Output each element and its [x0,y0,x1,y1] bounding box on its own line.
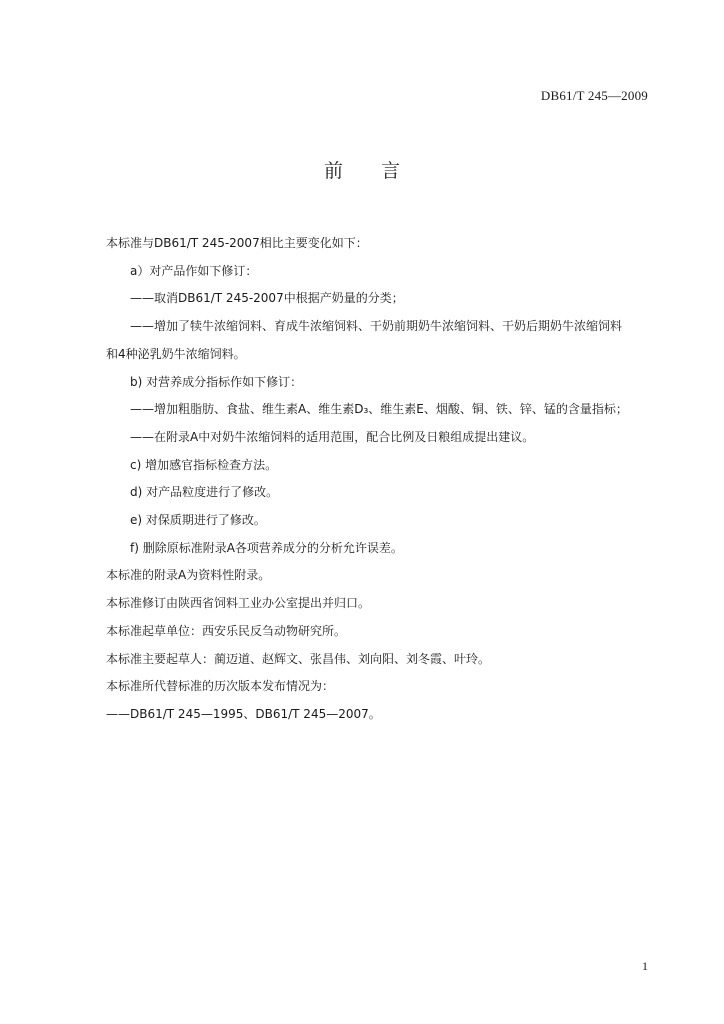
proposer-note: 本标准修订由陕西省饲料工业办公室提出并归口。 [106,596,371,611]
appendix-note: 本标准的附录A为资料性附录。 [106,568,271,583]
item-a-sub-2: ——增加了犊牛浓缩饲料、育成牛浓缩饲料、干奶前期奶牛浓缩饲料、干奶后期奶牛浓缩饲料 [130,319,623,334]
document-body [106,230,648,729]
drafting-unit: 本标准起草单位：西安乐民反刍动物研究所。 [106,623,347,638]
page-title: 前言 [323,160,438,182]
item-b-sub-1: ——增加粗脂肪、食盐、维生素A、维生素D₃、维生素E、烟酸、铜、铁、锌、锰的含量指标； [130,402,628,417]
intro-line: 本标准与DB61/T 245-2007相比主要变化如下： [106,236,368,250]
item-a-sub-2-continued: 和4种泌乳奶牛浓缩饲料。 [106,346,246,361]
item-f: f) 删除原标准附录A各项营养成分的分析允许误差。 [130,540,403,555]
item-d: d) 对产品粒度进行了修改。 [130,485,279,500]
standard-code: DB61/T 245—2009 [540,88,648,103]
item-a: a）对产品作如下修订： [130,263,258,278]
page-number: 1 [642,959,648,973]
history-heading: 本标准所代替标准的历次版本发布情况为： [106,679,335,694]
item-b-sub-2: ——在附录A中对奶牛浓缩饲料的适用范围，配合比例及日粮组成提出建议。 [130,429,535,444]
item-e: e) 对保质期进行了修改。 [130,513,266,528]
drafters: 本标准主要起草人：蔺迈道、赵辉文、张昌伟、刘向阳、刘冬霞、叶玲。 [106,651,491,666]
history-versions: ——DB61/T 245—1995、DB61/T 245—2007。 [106,706,381,721]
item-a-sub-1: ——取消DB61/T 245-2007中根据产奶量的分类； [130,291,404,306]
item-b: b) 对营养成分指标作如下修订： [130,374,303,389]
item-c: c) 增加感官指标检查方法。 [130,457,278,472]
